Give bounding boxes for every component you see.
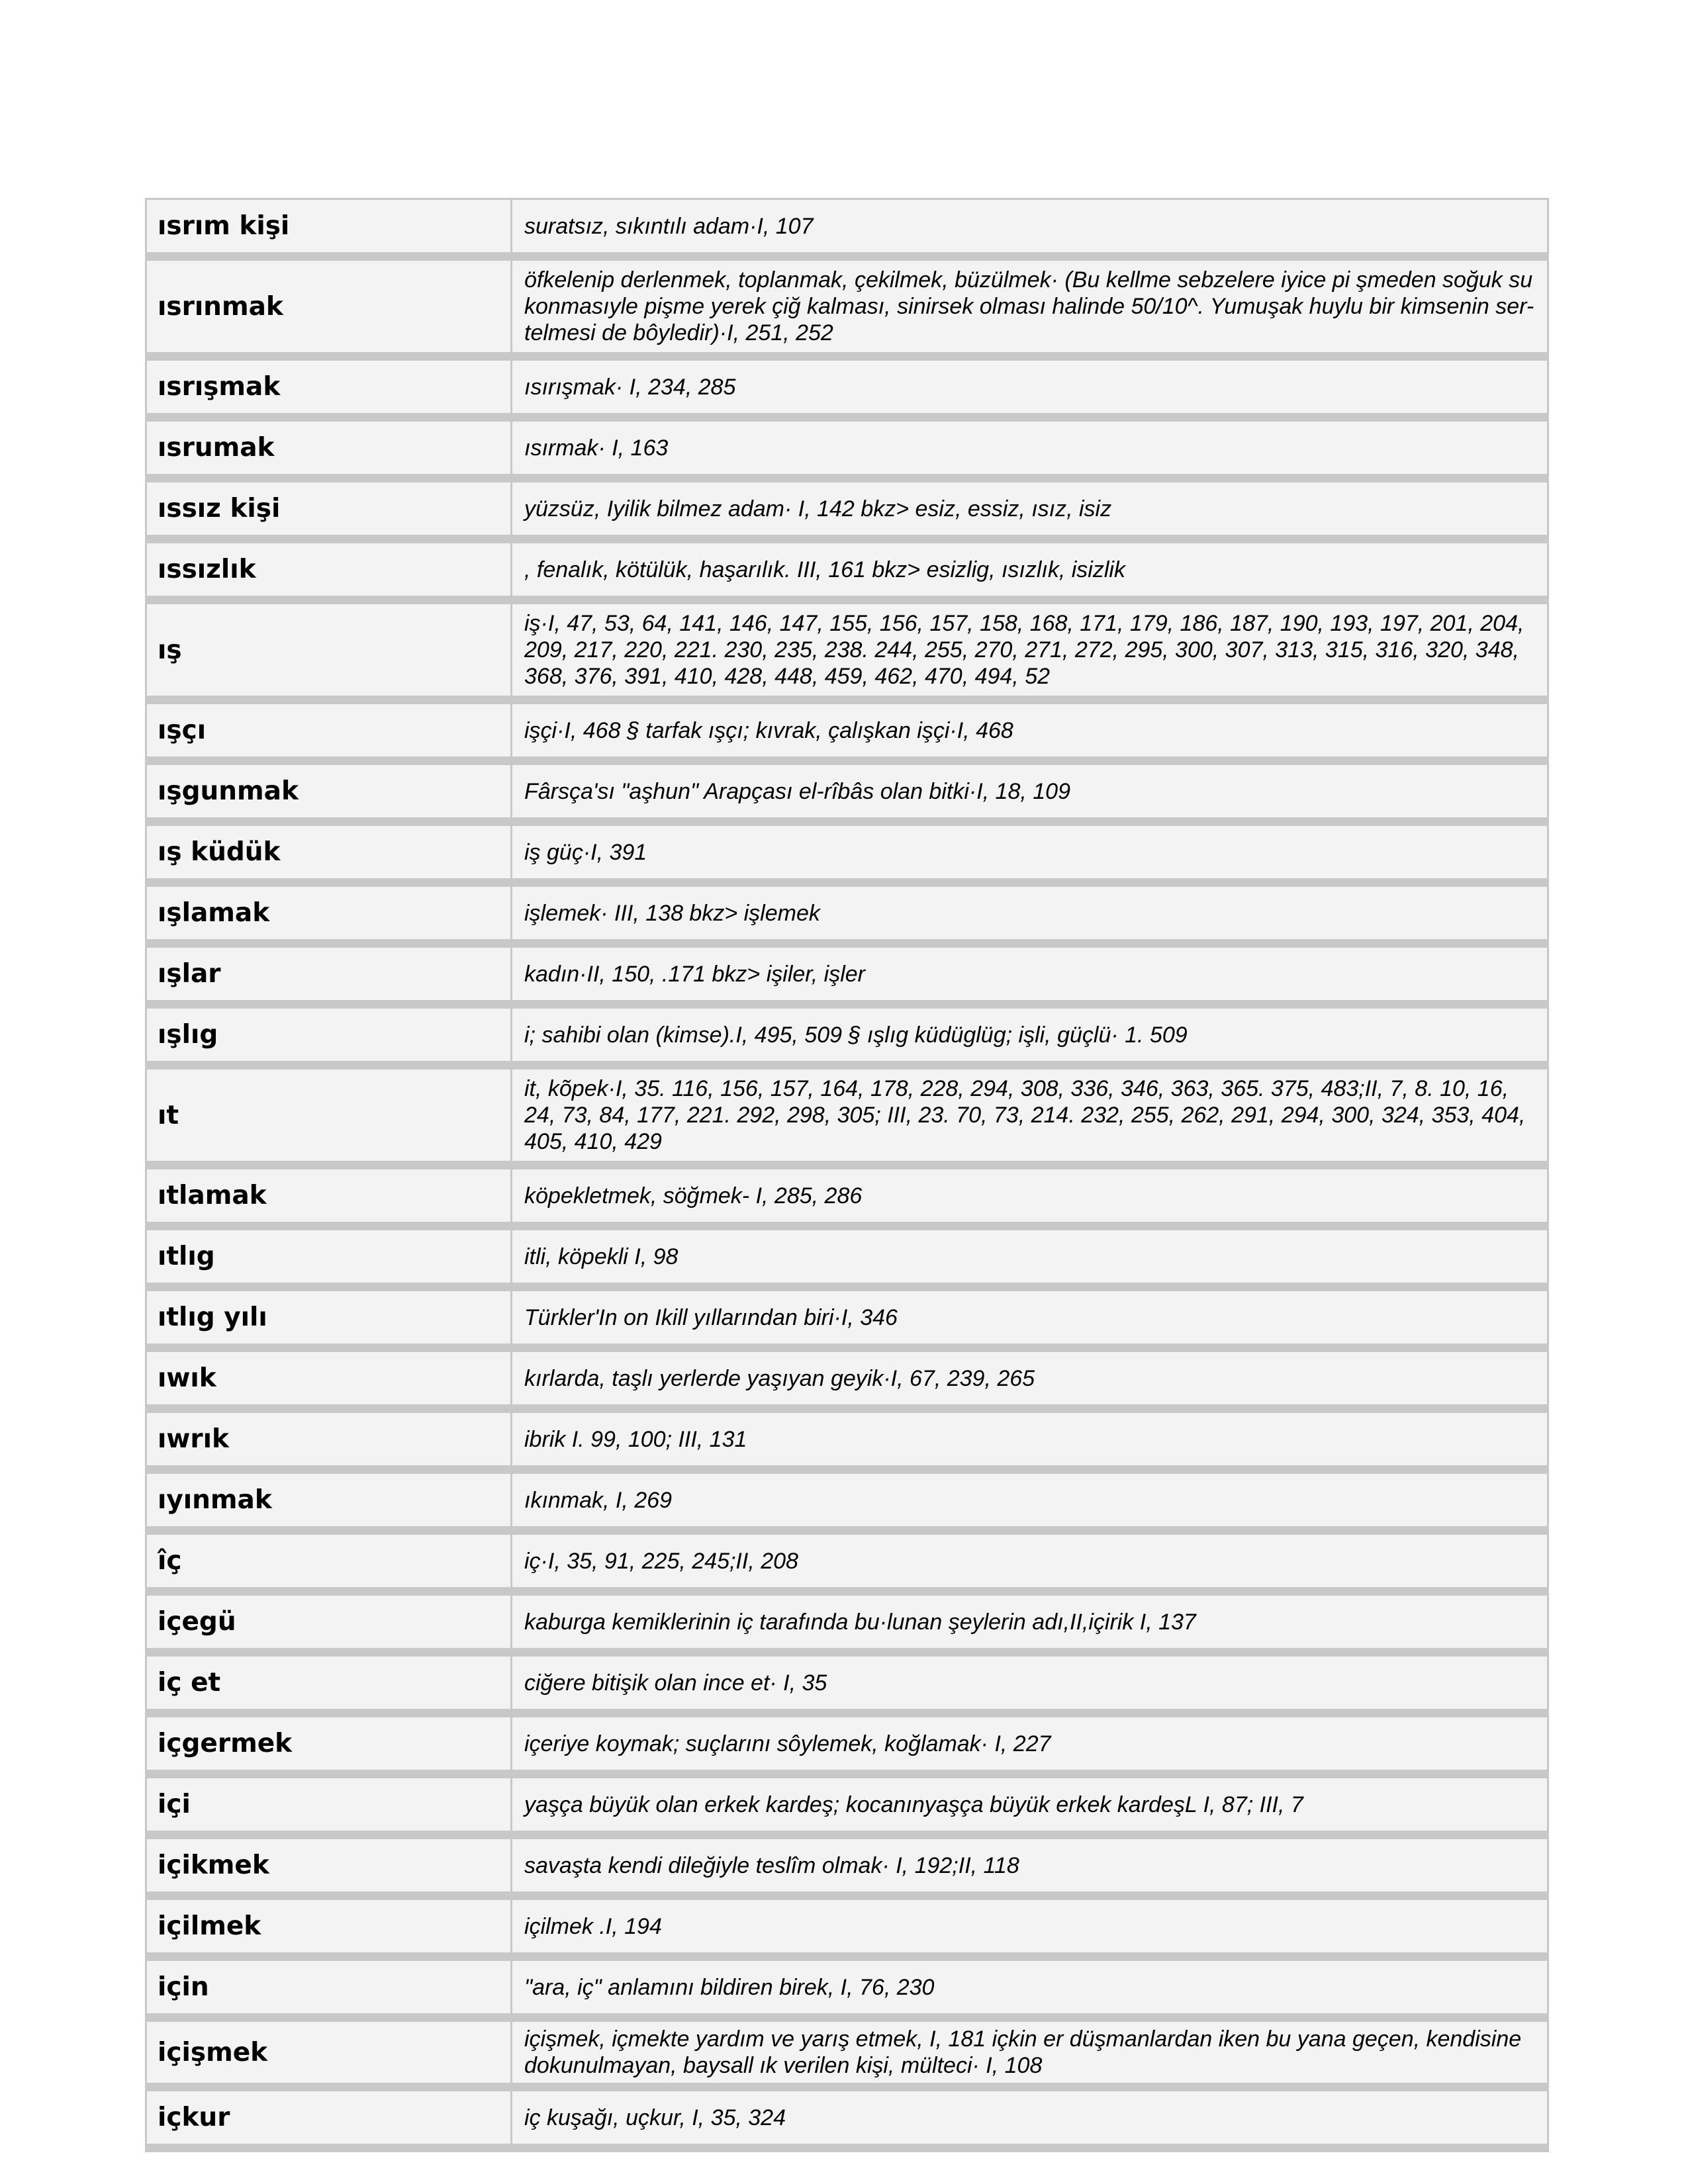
headword: ısrınmak: [147, 261, 512, 361]
definition: kırlarda, taşlı yerlerde yaşıyan geyik·I, 67, 239, 265: [512, 1352, 1547, 1413]
table-row: [147, 1717, 1547, 1778]
headword: ıt: [147, 1069, 512, 1169]
table-row: [147, 1474, 1547, 1535]
dictionary-table: [145, 198, 1549, 2152]
definition: kadın·II, 150, .171 bkz> işiler, işler: [512, 948, 1547, 1009]
definition: işlemek· III, 138 bkz> işlemek: [512, 887, 1547, 948]
table-row: [147, 1009, 1547, 1069]
table-row: [147, 1778, 1547, 1839]
headword: ısrışmak: [147, 361, 512, 422]
definition: ibrik I. 99, 100; III, 131: [512, 1413, 1547, 1474]
table-row: [147, 1291, 1547, 1352]
definition: ısırmak· I, 163: [512, 422, 1547, 482]
headword: ısrumak: [147, 422, 512, 482]
table-row: [147, 543, 1547, 604]
definition: kaburga kemiklerinin iç tarafında bu·lunan şeylerin adı,II,içirik I, 137: [512, 1596, 1547, 1657]
table-row: [147, 1900, 1547, 1961]
definition: öfkelenip derlenmek, toplanmak, çekilmek, büzülmek· (Bu kellme sebzelere iyice pi şmeden soğuk su konmasıyle pişme yerek çiğ kalması, sinirsek olması halinde 50/10^. Yumuşak huylu bir kimsenin ser-telmesi de bôyledir)·I, 251, 252: [512, 261, 1547, 361]
table-row: [147, 765, 1547, 826]
headword: ıssızlık: [147, 543, 512, 604]
table-row: [147, 1839, 1547, 1900]
table-row: [147, 1069, 1547, 1169]
definition: içişmek, içmekte yardım ve yarış etmek, I, 181 içkin er düşmanlardan iken bu yana geçen, kendisine dokunulmayan, baysall ık verilen kişi, mülteci· I, 108: [512, 2022, 1547, 2091]
table-row: [147, 261, 1547, 361]
definition: ısırışmak· I, 234, 285: [512, 361, 1547, 422]
table-row: [147, 361, 1547, 422]
definition: ıkınmak, I, 269: [512, 1474, 1547, 1535]
headword: ıtlıg yılı: [147, 1291, 512, 1352]
table-row: [147, 482, 1547, 543]
definition: it, kõpek·I, 35. 116, 156, 157, 164, 178, 228, 294, 308, 336, 346, 363, 365. 375, 483;II, 7, 8. 10, 16, 24, 73, 84, 177, 221. 292, 298, 305; III, 23. 70, 73, 214. 232, 255, 262, 291, 294, 300, 324, 353, 404, 405, 410, 429: [512, 1069, 1547, 1169]
headword: içişmek: [147, 2022, 512, 2091]
table-row: [147, 1230, 1547, 1291]
headword: iç et: [147, 1657, 512, 1717]
headword: ısrım kişi: [147, 200, 512, 261]
table-row: [147, 2091, 1547, 2152]
definition: Fârsça'sı "aşhun" Arapçası el-rîbâs olan bitki·I, 18, 109: [512, 765, 1547, 826]
definition: itli, köpekli I, 98: [512, 1230, 1547, 1291]
table-row: [147, 948, 1547, 1009]
table-row: [147, 1169, 1547, 1230]
headword: ış küdük: [147, 826, 512, 887]
definition: işçi·I, 468 § tarfak ışçı; kıvrak, çalışkan işçi·I, 468: [512, 704, 1547, 765]
headword: ıssız kişi: [147, 482, 512, 543]
headword: içkur: [147, 2091, 512, 2152]
headword: ışlar: [147, 948, 512, 1009]
table-row: [147, 1535, 1547, 1596]
table-row: [147, 604, 1547, 704]
table-row: [147, 1657, 1547, 1717]
headword: ıwık: [147, 1352, 512, 1413]
table-row: [147, 1961, 1547, 2022]
headword: îç: [147, 1535, 512, 1596]
table-row: [147, 422, 1547, 482]
headword: içegü: [147, 1596, 512, 1657]
definition: suratsız, sıkıntılı adam·I, 107: [512, 200, 1547, 261]
headword: ışlıg: [147, 1009, 512, 1069]
table-row: [147, 1413, 1547, 1474]
definition: iç kuşağı, uçkur, I, 35, 324: [512, 2091, 1547, 2152]
definition: iç·I, 35, 91, 225, 245;II, 208: [512, 1535, 1547, 1596]
definition: , fenalık, kötülük, haşarılık. III, 161 bkz> esizlig, ısızlık, isizlik: [512, 543, 1547, 604]
definition: iş güç·I, 391: [512, 826, 1547, 887]
headword: ışlamak: [147, 887, 512, 948]
definition: yüzsüz, Iyilik bilmez adam· I, 142 bkz> esiz, essiz, ısız, isiz: [512, 482, 1547, 543]
table-row: [147, 826, 1547, 887]
definition: içilmek .I, 194: [512, 1900, 1547, 1961]
table-row: [147, 704, 1547, 765]
table-row: [147, 2022, 1547, 2091]
headword: ıtlamak: [147, 1169, 512, 1230]
definition: yaşça büyük olan erkek kardeş; kocanınyaşça büyük erkek kardeşL I, 87; III, 7: [512, 1778, 1547, 1839]
headword: içikmek: [147, 1839, 512, 1900]
table-row: [147, 1596, 1547, 1657]
definition: köpekletmek, söğmek- I, 285, 286: [512, 1169, 1547, 1230]
definition: "ara, iç" anlamını bildiren birek, I, 76, 230: [512, 1961, 1547, 2022]
headword: ıtlıg: [147, 1230, 512, 1291]
headword: için: [147, 1961, 512, 2022]
table-row: [147, 200, 1547, 261]
headword: ış: [147, 604, 512, 704]
headword: ışgunmak: [147, 765, 512, 826]
definition: Türkler'In on Ikill yıllarından biri·I, 346: [512, 1291, 1547, 1352]
definition: ciğere bitişik olan ince et· I, 35: [512, 1657, 1547, 1717]
table-row: [147, 1352, 1547, 1413]
headword: içi: [147, 1778, 512, 1839]
definition: savaşta kendi dileğiyle teslîm olmak· I, 192;II, 118: [512, 1839, 1547, 1900]
headword: ıyınmak: [147, 1474, 512, 1535]
definition: i; sahibi olan (kimse).I, 495, 509 § ışlıg küdüglüg; işli, güçlü· 1. 509: [512, 1009, 1547, 1069]
headword: ıwrık: [147, 1413, 512, 1474]
definition: içeriye koymak; suçlarını sôylemek, koğlamak· I, 227: [512, 1717, 1547, 1778]
definition: iş·I, 47, 53, 64, 141, 146, 147, 155, 156, 157, 158, 168, 171, 179, 186, 187, 190, 193, 197, 201, 204, 209, 217, 220, 221. 230, 235, 238. 244, 255, 270, 271, 272, 295, 300, 307, 313, 315, 316, 320, 348, 368, 376, 391, 410, 428, 448, 459, 462, 470, 494, 52: [512, 604, 1547, 704]
table-row: [147, 887, 1547, 948]
headword: ışçı: [147, 704, 512, 765]
headword: içgermek: [147, 1717, 512, 1778]
headword: içilmek: [147, 1900, 512, 1961]
